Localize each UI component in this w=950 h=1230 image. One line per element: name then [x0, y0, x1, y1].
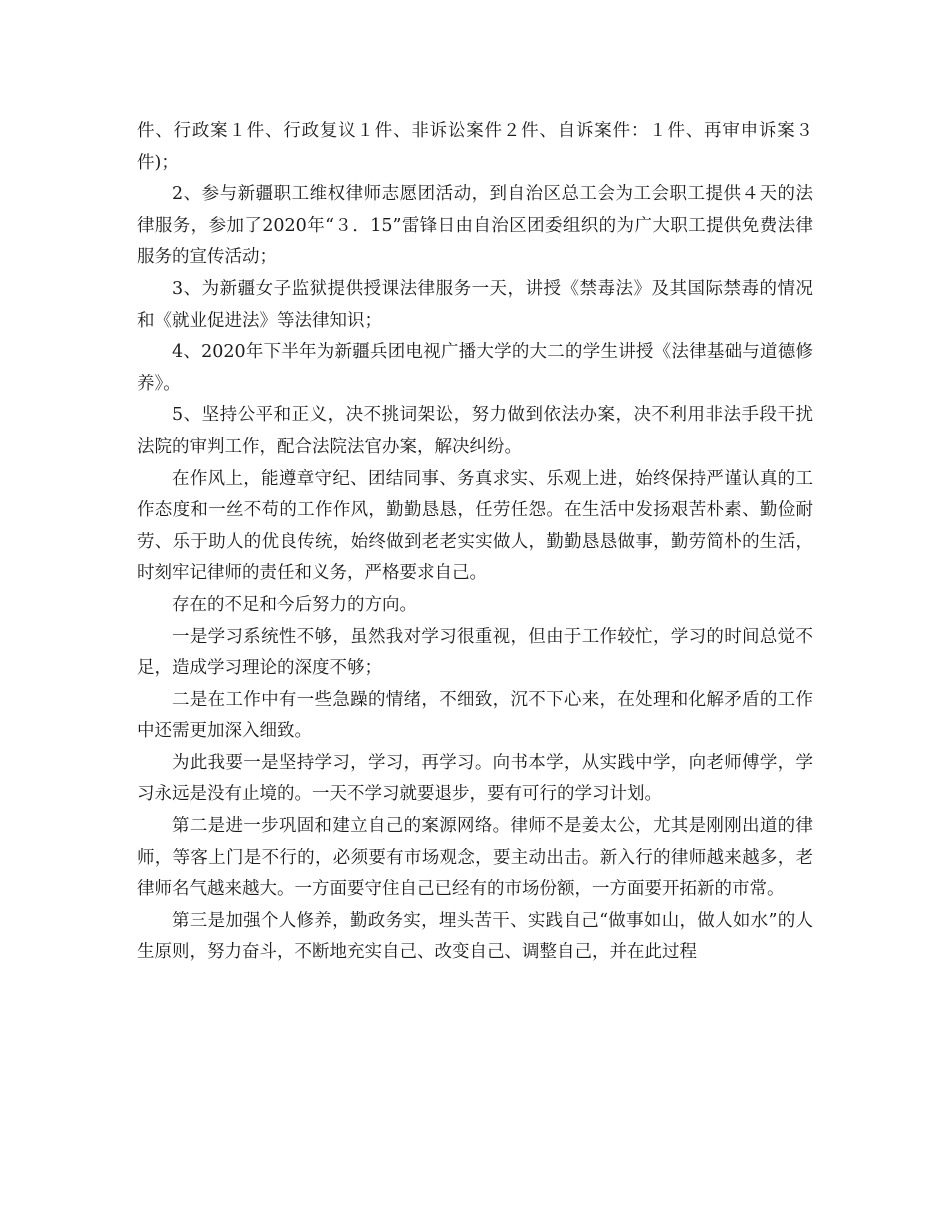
paragraph-6: 在作风上，能遵章守纪、团结同事、务真求实、乐观上进，始终保持严谨认真的工作态度和一丝不苟的工作作风，勤勤恳恳，任劳任怨。在生活中发扬艰苦朴素、勤俭耐劳、乐于助人的优良传统，始终做到老老实实做人，勤勤恳恳做事，勤劳简朴的生活，时刻牢记律师的责任和义务，严格要求自己。: [137, 468, 813, 584]
paragraph-7: 存在的不足和今后努力的方向。: [172, 594, 417, 615]
paragraph-8: 一是学习系统性不够，虽然我对学习很重视，但由于工作较忙，学习的时间总觉不足，造成学习理论的深度不够；: [137, 626, 813, 679]
paragraph-12: 第三是加强个人修养，勤政务实，埋头苦干、实践自己“做事如山，做人如水”的人生原则，努力奋斗，不断地充实自己、改变自己、调整自己，并在此过程: [137, 910, 813, 963]
paragraph-10: 为此我要一是坚持学习，学习，再学习。向书本学，从实践中学，向老师傅学，学习永远是没有止境的。一天不学习就要退步，要有可行的学习计划。: [137, 752, 813, 805]
paragraph-5: 5、坚持公平和正义，决不挑词架讼，努力做到依法办案，决不利用非法手段干扰法院的审判工作，配合法院法官办案，解决纠纷。: [137, 405, 813, 457]
paragraph-1: 件、行政案１件、行政复议１件、非诉讼案件２件、自诉案件：１件、再审申诉案３件)；: [137, 121, 813, 173]
paragraph-9: 二是在工作中有一些急躁的情绪，不细致，沉不下心来，在处理和化解矛盾的工作中还需更加深入细致。: [137, 689, 813, 742]
paragraph-2: 2、参与新疆职工维权律师志愿团活动，到自治区总工会为工会职工提供４天的法律服务，参加了2020年“３．15”雷锋日由自治区团委组织的为广大职工提供免费法律服务的宣传活动；: [137, 184, 813, 268]
document-body: [137, 116, 813, 969]
paragraph-4: 4、2020年下半年为新疆兵团电视广播大学的大二的学生讲授《法律基础与道德修养》。: [137, 342, 813, 394]
paragraph-11: 第二是进一步巩固和建立自己的案源网络。律师不是姜太公，尤其是刚刚出道的律师，等客上门是不行的，必须要有市场观念，要主动出击。新入行的律师越来越多，老律师名气越来越大。一方面要守住自己已经有的市场份额，一方面要开拓新的市常。: [137, 816, 813, 900]
paragraph-3: 3、为新疆女子监狱提供授课法律服务一天，讲授《禁毒法》及其国际禁毒的情况和《就业促进法》等法律知识；: [137, 278, 813, 331]
